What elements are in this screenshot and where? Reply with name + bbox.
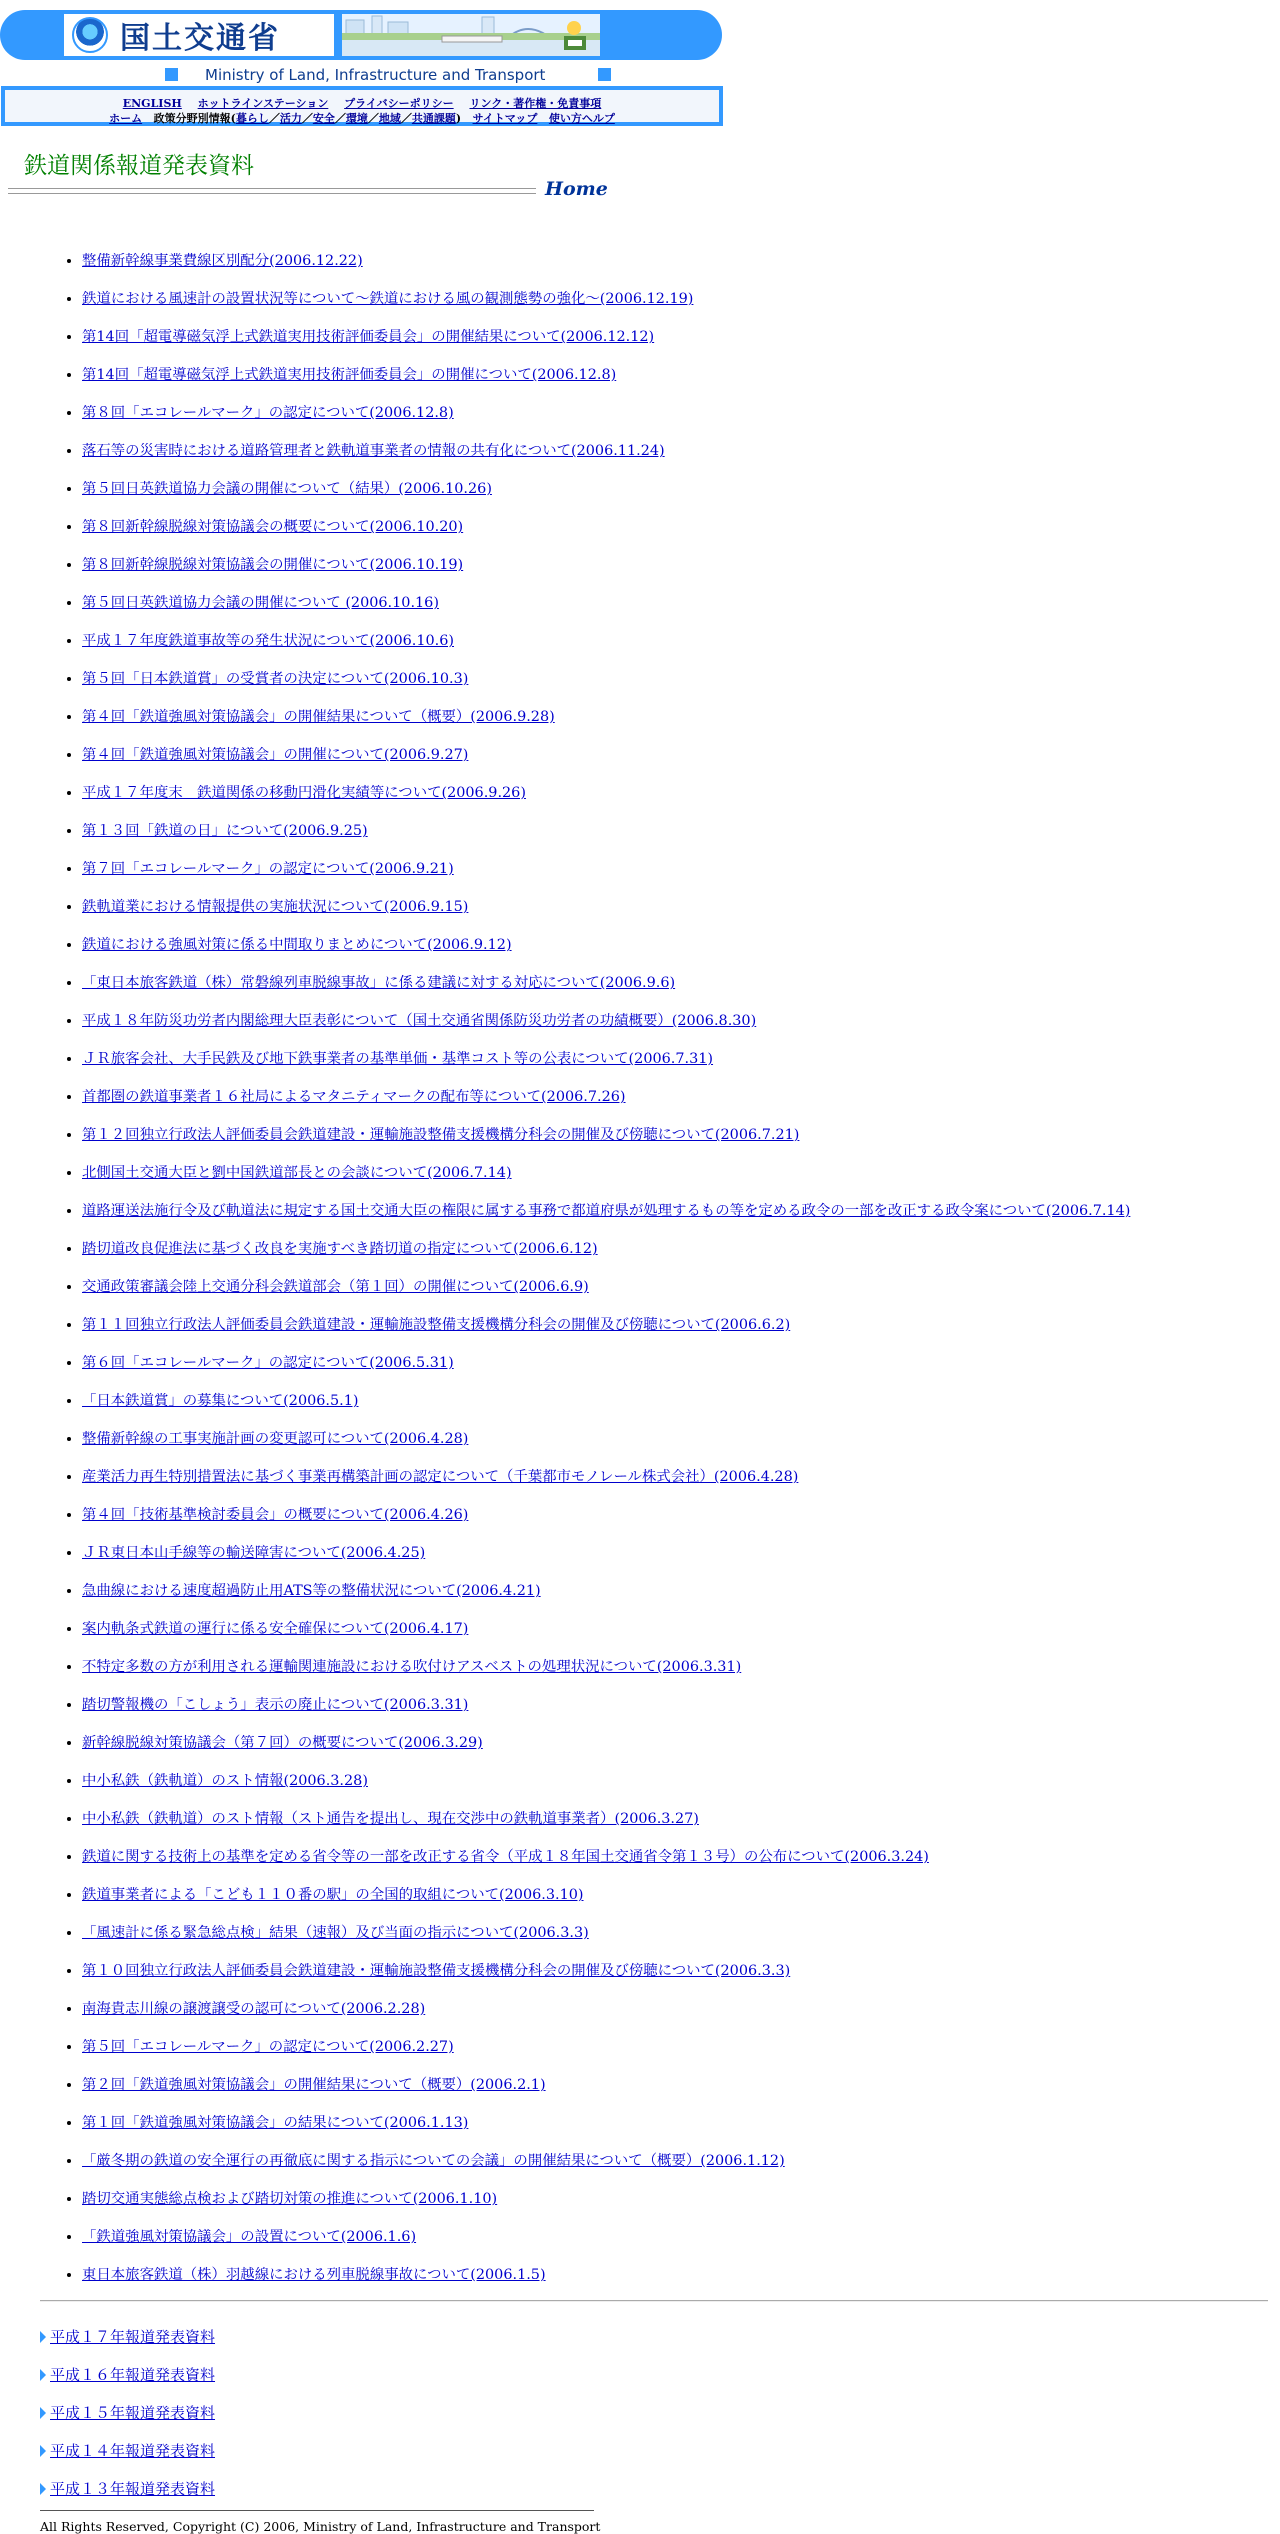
list-item	[82, 1388, 1280, 1426]
press-release-link[interactable]: 平成１７年度末 鉄道関係の移動円滑化実績等について(2006.9.26)	[82, 785, 526, 801]
list-item	[82, 2262, 1280, 2300]
bullet-square-icon	[598, 68, 611, 81]
list-item	[82, 742, 1280, 780]
list-item	[82, 552, 1280, 590]
title-divider	[8, 188, 536, 194]
press-release-link[interactable]: 第５回日英鉄道協力会議の開催について (2006.10.16)	[82, 595, 439, 611]
press-release-link[interactable]: 整備新幹線の工事実施計画の変更認可について(2006.4.28)	[82, 1431, 469, 1447]
section-divider	[40, 2300, 1268, 2302]
archive-item	[40, 2394, 215, 2432]
list-item	[82, 818, 1280, 856]
press-release-link[interactable]: 踏切交通実態総点検および踏切対策の推進について(2006.1.10)	[82, 2191, 498, 2207]
press-release-link[interactable]: 「日本鉄道賞」の募集について(2006.5.1)	[82, 1393, 359, 1409]
list-item	[82, 1312, 1280, 1350]
press-release-link[interactable]: 第14回「超電導磁気浮上式鉄道実用技術評価委員会」の開催結果について(2006.12.12)	[82, 329, 655, 345]
archive-year-link[interactable]: 平成１３年報道発表資料	[50, 2480, 216, 2498]
list-item	[82, 1730, 1280, 1768]
press-release-link[interactable]: 第６回「エコレールマーク」の認定について(2006.5.31)	[82, 1355, 454, 1371]
copyright-notice: All Rights Reserved, Copyright (C) 2006, Ministry of Land, Infrastructure and Transport	[40, 2519, 601, 2534]
list-item	[82, 2110, 1280, 2148]
list-item	[82, 894, 1280, 932]
press-release-link[interactable]: 「鉄道強風対策協議会」の設置について(2006.1.6)	[82, 2229, 417, 2245]
nav-row-2: ホーム 政策分野別情報(暮らし／活力／安全／環境／地域／共通課題) サイトマップ 使い方ヘルプ	[109, 112, 615, 125]
global-navigation	[1, 86, 723, 126]
press-release-link[interactable]: 第１０回独立行政法人評価委員会鉄道建設・運輸施設整備支援機構分科会の開催及び傍聴について(2006.3.3)	[82, 1963, 791, 1979]
archive-item	[40, 2318, 215, 2356]
press-release-link[interactable]: 新幹線脱線対策協議会（第７回）の概要について(2006.3.29)	[82, 1735, 483, 1751]
press-release-link[interactable]: 平成１８年防災功労者内閣総理大臣表彰について（国土交通省関係防災功労者の功績概要）(2006.8.30)	[82, 1013, 757, 1029]
press-release-link[interactable]: 鉄道における強風対策に係る中間取りまとめについて(2006.9.12)	[82, 937, 512, 953]
press-release-link[interactable]: 鉄道事業者による「こども１１０番の駅」の全国的取組について(2006.3.10)	[82, 1887, 584, 1903]
nav-help-link[interactable]: 使い方ヘルプ	[548, 112, 615, 125]
list-item	[82, 1806, 1280, 1844]
archive-links	[40, 2318, 215, 2508]
press-release-link[interactable]: 第５回「エコレールマーク」の認定について(2006.2.27)	[82, 2039, 454, 2055]
list-item	[82, 286, 1280, 324]
triangle-bullet-icon	[40, 2331, 46, 2343]
press-release-link[interactable]: 平成１７年度鉄道事故等の発生状況について(2006.10.6)	[82, 633, 454, 649]
press-release-link[interactable]: 第４回「技術基準検討委員会」の概要について(2006.4.26)	[82, 1507, 469, 1523]
list-item	[82, 1578, 1280, 1616]
press-release-link[interactable]: 第１２回独立行政法人評価委員会鉄道建設・運輸施設整備支援機構分科会の開催及び傍聴について(2006.7.21)	[82, 1127, 800, 1143]
triangle-bullet-icon	[40, 2445, 46, 2457]
list-item	[82, 438, 1280, 476]
press-release-link[interactable]: 落石等の災害時における道路管理者と鉄軌道事業者の情報の共有化について(2006.11.24)	[82, 443, 665, 459]
press-release-link[interactable]: 第２回「鉄道強風対策協議会」の開催結果について（概要）(2006.2.1)	[82, 2077, 546, 2093]
list-item	[82, 1350, 1280, 1388]
nav-policy-kyotsu-link[interactable]: 共通課題	[411, 112, 456, 125]
nav-policy-anzen-link[interactable]: 安全	[312, 112, 335, 125]
list-item	[82, 514, 1280, 552]
nav-hotline-link[interactable]: ホットラインステーション	[197, 97, 329, 110]
archive-year-link[interactable]: 平成１５年報道発表資料	[50, 2404, 216, 2422]
press-release-link[interactable]: 「厳冬期の鉄道の安全運行の再徹底に関する指示についての会議」の開催結果について（概要）(2006.1.12)	[82, 2153, 785, 2169]
press-release-link[interactable]: 鉄軌道業における情報提供の実施状況について(2006.9.15)	[82, 899, 469, 915]
press-release-link[interactable]: 第５回日英鉄道協力会議の開催について（結果）(2006.10.26)	[82, 481, 492, 497]
list-item	[82, 2072, 1280, 2110]
press-release-link[interactable]: 急曲線における速度超過防止用ATS等の整備状況について(2006.4.21)	[82, 1583, 541, 1599]
press-release-link[interactable]: 第14回「超電導磁気浮上式鉄道実用技術評価委員会」の開催について(2006.12.8)	[82, 367, 617, 383]
header-scenery-image	[342, 14, 600, 56]
press-release-link[interactable]: 「風速計に係る緊急総点検」結果（速報）及び当面の指示について(2006.3.3)	[82, 1925, 589, 1941]
press-release-link[interactable]: 案内軌条式鉄道の運行に係る安全確保について(2006.4.17)	[82, 1621, 469, 1637]
press-release-link[interactable]: 南海貴志川線の譲渡譲受の認可について(2006.2.28)	[82, 2001, 426, 2017]
press-release-link[interactable]: ＪＲ旅客会社、大手民鉄及び地下鉄事業者の基準単価・基準コスト等の公表について(2006.7.31)	[82, 1051, 714, 1067]
press-release-link[interactable]: 中小私鉄（鉄軌道）のスト情報（スト通告を提出し、現在交渉中の鉄軌道事業者）(2006.3.27)	[82, 1811, 699, 1827]
list-item	[82, 780, 1280, 818]
list-item	[82, 1426, 1280, 1464]
page-title: 鉄道関係報道発表資料	[24, 153, 254, 179]
list-item	[82, 1958, 1280, 1996]
list-item	[82, 1160, 1280, 1198]
archive-item	[40, 2432, 215, 2470]
list-item	[82, 1920, 1280, 1958]
nav-policy-kurashi-link[interactable]: 暮らし	[235, 112, 269, 125]
archive-year-link[interactable]: 平成１４年報道発表資料	[50, 2442, 216, 2460]
press-release-link[interactable]: 首都圏の鉄道事業者１６社局によるマタニティマークの配布等について(2006.7.26)	[82, 1089, 626, 1105]
press-release-link[interactable]: 北側国土交通大臣と劉中国鉄道部長との会談について(2006.7.14)	[82, 1165, 512, 1181]
list-item	[82, 1844, 1280, 1882]
list-item	[82, 1502, 1280, 1540]
list-item	[82, 932, 1280, 970]
press-release-link[interactable]: 鉄道に関する技術上の基準を定める省令等の一部を改正する省令（平成１８年国土交通省令第１３号）の公布について(2006.3.24)	[82, 1849, 929, 1865]
press-release-link[interactable]: 第５回「日本鉄道賞」の受賞者の決定について(2006.10.3)	[82, 671, 469, 687]
list-item	[82, 1464, 1280, 1502]
nav-link-copyright-link[interactable]: リンク・著作権・免責事項	[469, 97, 602, 110]
list-item	[82, 1046, 1280, 1084]
list-item	[82, 1274, 1280, 1312]
press-release-link[interactable]: 第１３回「鉄道の日」について(2006.9.25)	[82, 823, 368, 839]
list-item	[82, 1768, 1280, 1806]
press-release-link[interactable]: 道路運送法施行令及び軌道法に規定する国土交通大臣の権限に属する事務で都道府県が処理するもの等を定める政令の一部を改正する政令案について(2006.7.14)	[82, 1203, 1131, 1219]
archive-year-link[interactable]: 平成１６年報道発表資料	[50, 2366, 216, 2384]
nav-policy-chiiki-link[interactable]: 地域	[378, 112, 401, 125]
nav-policy-katsuryoku-link[interactable]: 活力	[279, 112, 302, 125]
list-item	[82, 1616, 1280, 1654]
triangle-bullet-icon	[40, 2407, 46, 2419]
logo-text: 国土交通省	[120, 21, 280, 56]
press-release-link[interactable]: 鉄道における風速計の設置状況等について～鉄道における風の観測態勢の強化～(2006.12.19)	[82, 291, 694, 307]
list-item	[82, 1198, 1280, 1236]
press-release-link[interactable]: 第７回「エコレールマーク」の認定について(2006.9.21)	[82, 861, 454, 877]
archive-year-link[interactable]: 平成１７年報道発表資料	[50, 2328, 216, 2346]
list-item	[82, 1084, 1280, 1122]
nav-privacy-link[interactable]: プライバシーポリシー	[344, 97, 454, 110]
triangle-bullet-icon	[40, 2369, 46, 2381]
archive-item	[40, 2470, 215, 2508]
header-banner	[0, 10, 722, 60]
nav-home-link[interactable]: ホーム	[109, 112, 143, 125]
list-item	[82, 856, 1280, 894]
list-item	[82, 590, 1280, 628]
list-item	[82, 704, 1280, 742]
press-release-link[interactable]: 産業活力再生特別措置法に基づく事業再構築計画の認定について（千葉都市モノレール株式会社）(2006.4.28)	[82, 1469, 799, 1485]
bullet-square-icon	[165, 68, 178, 81]
list-item	[82, 476, 1280, 514]
list-item	[82, 1996, 1280, 2034]
press-release-link[interactable]: 交通政策審議会陸上交通分科会鉄道部会（第１回）の開催について(2006.6.9)	[82, 1279, 589, 1295]
nav-policy-kankyo-link[interactable]: 環境	[345, 112, 368, 125]
ministry-english-name: Ministry of Land, Infrastructure and Transport	[205, 66, 546, 84]
list-item	[82, 1008, 1280, 1046]
list-item	[82, 2224, 1280, 2262]
list-item	[82, 2186, 1280, 2224]
press-release-link[interactable]: ＪＲ東日本山手線等の輸送障害について(2006.4.25)	[82, 1545, 426, 1561]
footer-divider	[40, 2510, 594, 2511]
press-release-link[interactable]: 第８回「エコレールマーク」の認定について(2006.12.8)	[82, 405, 454, 421]
press-release-link[interactable]: 第４回「鉄道強風対策協議会」の開催結果について（概要）(2006.9.28)	[82, 709, 555, 725]
list-item	[82, 1882, 1280, 1920]
archive-item	[40, 2356, 215, 2394]
press-release-list	[0, 248, 1280, 2300]
policy-label: 政策分野別情報(	[153, 112, 236, 125]
nav-english-link[interactable]: ENGLISH	[122, 97, 182, 110]
press-release-link[interactable]: 踏切道改良促進法に基づく改良を実施すべき踏切道の指定について(2006.6.12)	[82, 1241, 598, 1257]
ministry-emblem-icon	[72, 17, 108, 53]
nav-row-1	[5, 95, 719, 111]
list-item	[82, 1540, 1280, 1578]
list-item	[82, 2034, 1280, 2072]
press-release-link[interactable]: 踏切警報機の「こしょう」表示の廃止について(2006.3.31)	[82, 1697, 469, 1713]
list-item	[82, 1236, 1280, 1274]
list-item	[82, 1122, 1280, 1160]
list-item	[82, 248, 1280, 286]
press-release-link[interactable]: 「東日本旅客鉄道（株）常磐線列車脱線事故」に係る建議に対する対応について(2006.9.6)	[82, 975, 676, 991]
list-item	[82, 1692, 1280, 1730]
press-release-link[interactable]: 東日本旅客鉄道（株）羽越線における列車脱線事故について(2006.1.5)	[82, 2267, 546, 2283]
list-item	[82, 324, 1280, 362]
home-link[interactable]: Home	[545, 178, 608, 200]
press-release-link[interactable]: 第１回「鉄道強風対策協議会」の結果について(2006.1.13)	[82, 2115, 469, 2131]
nav-sitemap-link[interactable]: サイトマップ	[472, 112, 538, 125]
subtitle-bar	[0, 62, 730, 84]
press-release-link[interactable]: 不特定多数の方が利用される運輸関連施設における吹付けアスベストの処理状況について(2006.3.31)	[82, 1659, 742, 1675]
list-item	[82, 362, 1280, 400]
ministry-logo[interactable]	[64, 14, 334, 56]
press-release-link[interactable]: 第１１回独立行政法人評価委員会鉄道建設・運輸施設整備支援機構分科会の開催及び傍聴について(2006.6.2)	[82, 1317, 791, 1333]
list-item	[82, 400, 1280, 438]
triangle-bullet-icon	[40, 2483, 46, 2495]
press-release-link[interactable]: 中小私鉄（鉄軌道）のスト情報(2006.3.28)	[82, 1773, 368, 1789]
list-item	[82, 628, 1280, 666]
press-release-link[interactable]: 第８回新幹線脱線対策協議会の開催について(2006.10.19)	[82, 557, 464, 573]
press-release-link[interactable]: 第４回「鉄道強風対策協議会」の開催について(2006.9.27)	[82, 747, 469, 763]
press-release-link[interactable]: 整備新幹線事業費線区別配分(2006.12.22)	[82, 253, 363, 269]
list-item	[82, 970, 1280, 1008]
list-item	[82, 666, 1280, 704]
list-item	[82, 1654, 1280, 1692]
list-item	[82, 2148, 1280, 2186]
press-release-link[interactable]: 第８回新幹線脱線対策協議会の概要について(2006.10.20)	[82, 519, 464, 535]
policy-close: )	[455, 112, 462, 125]
